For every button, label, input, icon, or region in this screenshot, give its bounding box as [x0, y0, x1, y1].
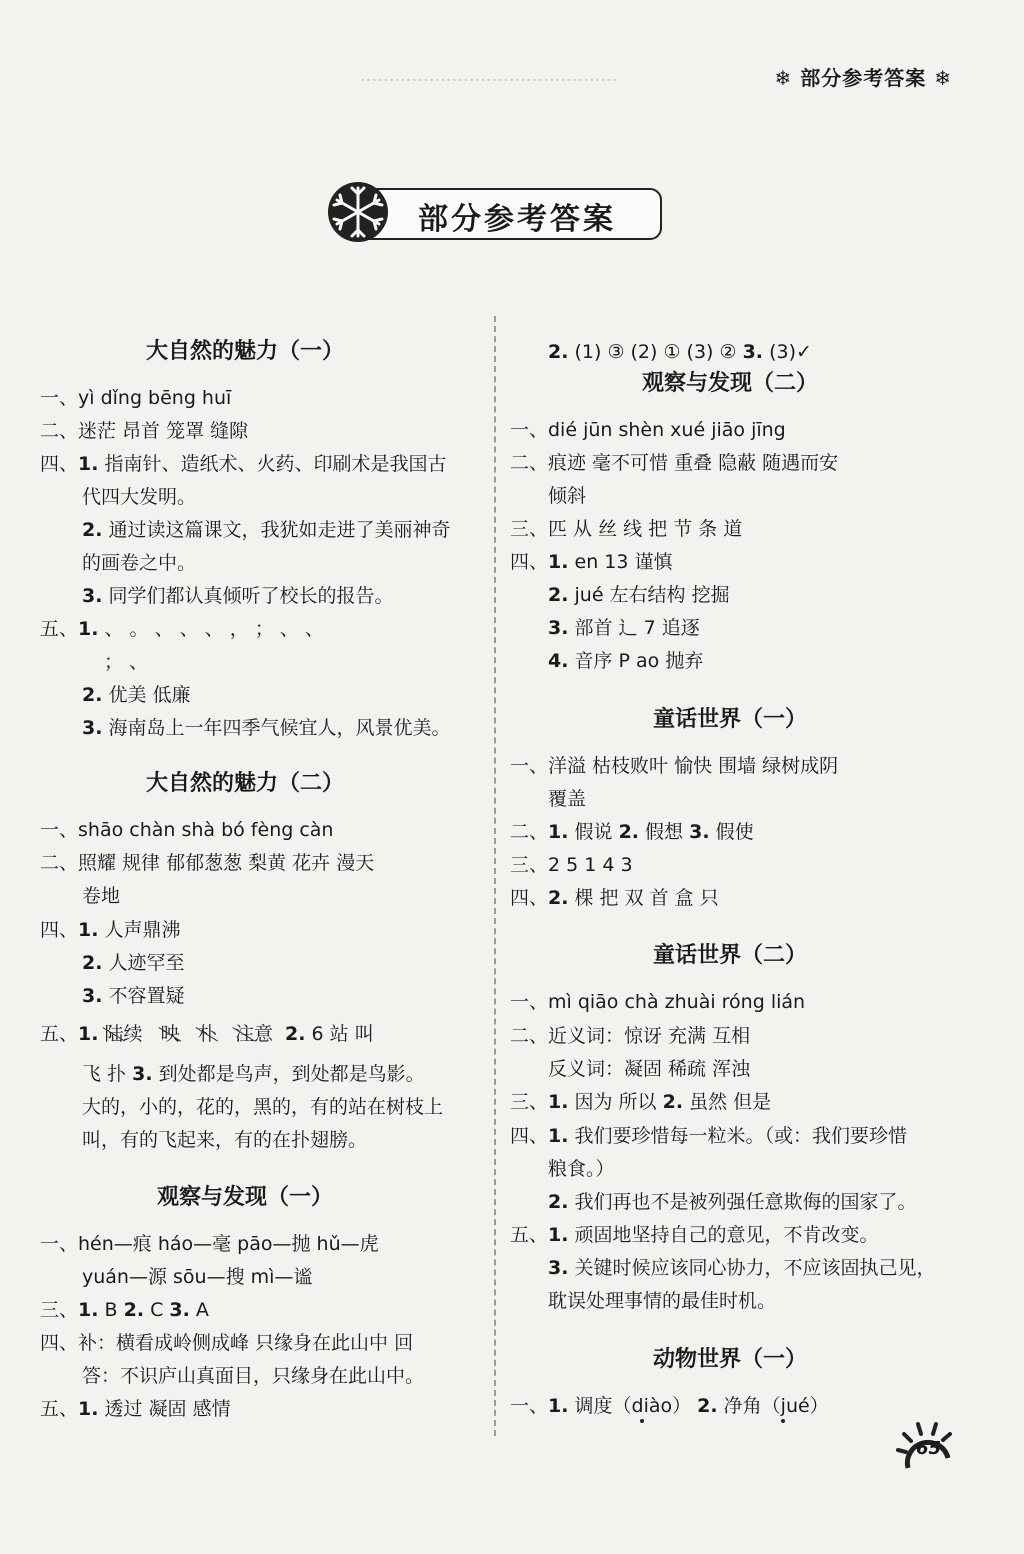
answer-text: A — [189, 1299, 209, 1321]
label: 一、 — [510, 1395, 549, 1417]
answer-text: 度（diào） — [593, 1395, 698, 1417]
item-number: 1. — [548, 1091, 569, 1113]
answer-line: 粮食。） — [548, 1158, 615, 1180]
answer-line: 二、近义词：惊讶 充满 互相 — [510, 1025, 751, 1047]
answer-text: (3)✓ — [763, 341, 812, 363]
answer-text: C — [144, 1299, 170, 1321]
label: 五、 — [40, 1023, 79, 1045]
label: 四、 — [40, 453, 79, 475]
crossed-word: 陆续 — [104, 1023, 143, 1045]
answer-line: 一、洋溢 枯枝败叶 愉快 围墙 绿树成阴 — [510, 755, 839, 777]
answer-text: 海南岛上一年四季气候宜人，风景优美。 — [102, 717, 451, 739]
answer-line: 四、补：横看成岭侧成峰 只缘身在此山中 回 — [40, 1332, 414, 1354]
answer-text: 顽固地坚持自己的意见，不肯改变。 — [568, 1224, 879, 1246]
answer-line — [510, 550, 673, 574]
item-number: 2. — [82, 684, 103, 706]
item-number: 3. — [169, 1299, 190, 1321]
item-number: 1. — [548, 1395, 569, 1417]
item-number: 2. — [548, 584, 569, 606]
column-divider — [494, 316, 496, 1436]
section-title: 童话世界（二） — [652, 942, 807, 968]
crossed-word: 朴 — [197, 1023, 217, 1045]
answer-line — [82, 951, 185, 975]
section-title: 动物世界（一） — [652, 1346, 807, 1372]
answer-line: 一、hén—痕 háo—毫 pāo—抛 hǔ—虎 — [40, 1233, 379, 1255]
item-number: 3. — [82, 985, 103, 1007]
label: 三、 — [40, 1299, 79, 1321]
answer-line: 一、dié jūn shèn xué jiāo jīng — [510, 419, 786, 441]
label: 四、 — [510, 1125, 549, 1147]
answer-text: 指南针、造纸术、火药、印刷术是我国古 — [98, 453, 447, 475]
answer-text: 我们要珍惜每一粒米。（或：我们要珍惜 — [568, 1125, 908, 1147]
answer-line — [40, 617, 324, 641]
answer-text: 关键时候应该同心协力，不应该固执己见， — [568, 1257, 936, 1279]
answer-text: 飞 扑 — [82, 1063, 133, 1085]
answer-line — [40, 452, 447, 476]
item-number: 2. — [697, 1395, 718, 1417]
answer-line: 反义词：凝固 稀疏 浑浊 — [548, 1058, 751, 1080]
answer-line — [510, 1223, 879, 1247]
section-title: 大自然的魅力（一） — [145, 338, 344, 364]
answer-line — [510, 820, 754, 844]
answer-line: 三、匹 从 丝 线 把 节 条 道 — [510, 518, 743, 540]
item-number: 1. — [78, 1023, 99, 1045]
item-number: 3. — [548, 1257, 569, 1279]
header-tag: ❄ 部分参考答案 ❄ — [774, 66, 952, 90]
answer-text: 到处都是鸟声，到处都是鸟影。 — [152, 1063, 425, 1085]
item-number: 1. — [548, 1125, 569, 1147]
answer-text: 部首 辶 7 追逐 — [568, 617, 700, 639]
answer-text: 优美 低廉 — [102, 684, 191, 706]
title-banner — [318, 180, 670, 244]
answer-line: yuán—源 sōu—搜 mì—谧 — [82, 1266, 313, 1288]
answer-text: 净 — [717, 1395, 743, 1417]
answer-line — [510, 1090, 771, 1114]
answer-line — [82, 518, 451, 542]
answer-line: 二、照耀 规律 郁郁葱葱 梨黄 花卉 漫天 — [40, 852, 375, 874]
answer-line — [40, 1298, 209, 1322]
item-number: 1. — [78, 618, 99, 640]
answer-line — [40, 1397, 231, 1421]
item-number: 3. — [82, 717, 103, 739]
answer-text: jué 左右结构 挖掘 — [568, 584, 730, 606]
answer-line: 三、2 5 1 4 3 — [510, 854, 633, 876]
answer-text: 透过 凝固 感情 — [98, 1398, 231, 1420]
answer-text: 调 — [568, 1395, 594, 1417]
label: 四、 — [40, 919, 79, 941]
item-number: 1. — [78, 1299, 99, 1321]
answer-text: 音序 P ao 抛弃 — [568, 650, 704, 672]
answer-line: 覆盖 — [548, 788, 587, 810]
page-number-badge — [892, 1418, 956, 1474]
item-number: 1. — [548, 1224, 569, 1246]
item-number: 3. — [132, 1063, 153, 1085]
answer-line — [510, 886, 719, 910]
item-number: 2. — [82, 952, 103, 974]
answer-text: 因为 所以 — [568, 1091, 663, 1113]
answer-line: 叫，有的飞起来，有的在扑翅膀。 — [82, 1129, 368, 1151]
section-title: 大自然的魅力（二） — [145, 770, 344, 796]
section-title: 观察与发现（二） — [641, 370, 818, 396]
label: 五、 — [510, 1224, 549, 1246]
answer-text: 人迹罕至 — [102, 952, 185, 974]
item-number: 3. — [689, 821, 710, 843]
answer-line: 答：不识庐山真面目，只缘身在此山中。 — [82, 1365, 425, 1387]
answer-line: 代四大发明。 — [82, 486, 197, 508]
answer-text: (1) ③ (2) ① (3) ② — [568, 341, 743, 363]
item-number: 2. — [82, 519, 103, 541]
answer-line: 倾斜 — [548, 485, 587, 507]
item-number: 3. — [82, 585, 103, 607]
answer-line — [82, 716, 451, 740]
answer-line: 耽误处理事情的最佳时机。 — [548, 1290, 777, 1312]
answer-line: 的画卷之中。 — [82, 552, 197, 574]
bleed-through-text: ············································· — [360, 70, 618, 91]
answer-text: 假想 — [639, 821, 690, 843]
crossed-word: 映 — [160, 1023, 180, 1045]
answer-text: 角（jué） — [742, 1395, 829, 1417]
item-number: 3. — [548, 617, 569, 639]
answer-line — [82, 683, 191, 707]
crossed-word: 注意 — [234, 1023, 273, 1045]
page-number: 65 — [916, 1438, 942, 1459]
answer-text: 假说 — [568, 821, 619, 843]
answer-text: 假使 — [709, 821, 754, 843]
answer-line — [548, 1256, 936, 1280]
answer-line — [82, 1062, 425, 1086]
item-number: 1. — [548, 551, 569, 573]
answer-line: 大的，小的，花的，黑的，有的站在树枝上 — [82, 1096, 444, 1118]
answer-line: 卷地 — [82, 885, 121, 907]
item-number: 1. — [78, 1398, 99, 1420]
answer-text: 同学们都认真倾听了校长的报告。 — [102, 585, 394, 607]
item-number: 2. — [123, 1299, 145, 1321]
answer-line — [40, 1022, 374, 1046]
answer-line — [548, 583, 730, 607]
item-number: 2. — [548, 1191, 569, 1213]
item-number: 4. — [548, 650, 569, 672]
answer-line: ； 、 — [104, 651, 149, 673]
answer-text: 虽然 但是 — [683, 1091, 772, 1113]
answer-line: 二、痕迹 毫不可惜 重叠 隐蔽 随遇而安 — [510, 452, 839, 474]
item-number: 2. — [548, 887, 569, 909]
item-number: 2. — [618, 821, 640, 843]
answer-text: 6 站 叫 — [305, 1023, 374, 1045]
banner-title: 部分参考答案 — [418, 202, 616, 237]
section-title: 观察与发现（一） — [156, 1184, 333, 1210]
answer-text: 人声鼎沸 — [98, 919, 181, 941]
answer-line: 一、yì dǐng bēng huī — [40, 387, 232, 409]
item-number: 2. — [662, 1091, 684, 1113]
answer-line — [548, 340, 812, 364]
answer-text: 不容置疑 — [102, 985, 185, 1007]
section-title: 童话世界（一） — [652, 706, 807, 732]
item-number: 1. — [78, 919, 99, 941]
answer-line — [510, 1124, 907, 1148]
item-number: 1. — [78, 453, 99, 475]
answer-text: 棵 把 双 首 盒 只 — [568, 887, 719, 909]
answer-text: B — [98, 1299, 124, 1321]
answer-line — [548, 1190, 917, 1214]
answer-text: 我们再也不是被列强任意欺侮的国家了。 — [568, 1191, 917, 1213]
answer-line — [548, 649, 703, 673]
answer-line — [82, 584, 394, 608]
label: 四、 — [510, 887, 549, 909]
item-number: 3. — [742, 341, 764, 363]
answer-line — [548, 616, 700, 640]
answer-line — [40, 918, 181, 942]
label: 二、 — [510, 821, 549, 843]
answer-text: 通过读这篇课文，我犹如走进了美丽神奇 — [102, 519, 451, 541]
label: 三、 — [510, 1091, 549, 1113]
item-number: 1. — [548, 821, 569, 843]
answer-text: en 13 谨慎 — [568, 551, 673, 573]
answer-line — [82, 984, 185, 1008]
item-number: 2. — [285, 1023, 306, 1045]
label: 五、 — [40, 1398, 79, 1420]
label: 五、 — [40, 618, 79, 640]
label: 四、 — [510, 551, 549, 573]
answer-line: 一、mì qiāo chà zhuài róng lián — [510, 991, 806, 1013]
snowflake-icon — [318, 180, 398, 244]
answer-line — [510, 1394, 829, 1418]
answer-line: 二、迷茫 昂首 笼罩 缝隙 — [40, 420, 249, 442]
answer-text: 、 。 、 、 、 ， ； 、 、 — [98, 618, 324, 640]
item-number: 2. — [548, 341, 569, 363]
answer-line: 一、shāo chàn shà bó fèng càn — [40, 819, 334, 841]
